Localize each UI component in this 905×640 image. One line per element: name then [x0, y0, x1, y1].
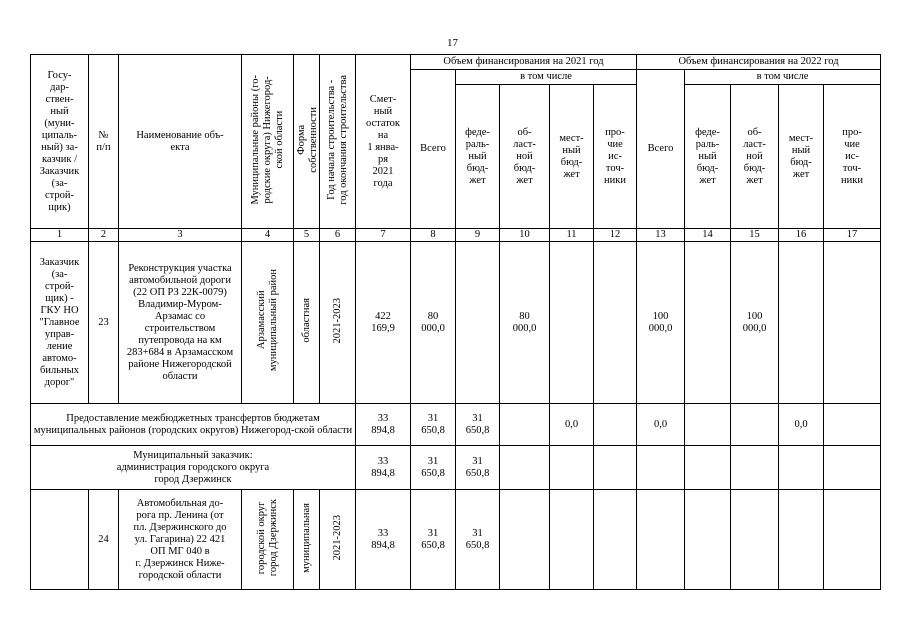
header-other-2022: про- чие ис- точ- ники	[824, 85, 881, 229]
header-municipal-district	[242, 55, 294, 229]
table-row-transfers	[31, 404, 881, 446]
municipal-local-2022	[779, 446, 824, 490]
header-index: № п/п	[89, 55, 119, 229]
column-number: 9	[456, 229, 500, 242]
header-total-2022: Всего	[637, 70, 685, 229]
row23-other-2022	[824, 242, 881, 404]
table-row-municipal-customer	[31, 446, 881, 490]
row23-ownership-text: областная	[300, 298, 312, 343]
row23-total-2021: 80 000,0	[411, 242, 456, 404]
row23-remaining: 422 169,9	[356, 242, 411, 404]
row24-district-text: городской округ город Дзержинск	[255, 498, 279, 577]
row24-local-2022	[779, 490, 824, 590]
column-numbers-row	[31, 229, 881, 242]
column-number: 6	[320, 229, 356, 242]
header-funding-2022: Объем финансирования на 2022 год	[637, 55, 881, 70]
row24-customer	[31, 490, 89, 590]
row24-district	[242, 490, 294, 590]
transfers-other-2021	[594, 404, 637, 446]
column-number: 1	[31, 229, 89, 242]
transfers-total-2022: 0,0	[637, 404, 685, 446]
row23-index: 23	[89, 242, 119, 404]
column-number: 10	[500, 229, 550, 242]
row23-federal-2022	[685, 242, 731, 404]
row24-ownership-text: муниципальная	[300, 502, 312, 573]
column-number: 3	[119, 229, 242, 242]
header-funding-2021: Объем финансирования на 2021 год	[411, 55, 637, 70]
row23-years-text: 2021-2023	[331, 297, 343, 344]
column-number: 2	[89, 229, 119, 242]
row24-federal-2022	[685, 490, 731, 590]
row23-district	[242, 242, 294, 404]
column-number: 11	[550, 229, 594, 242]
municipal-regional-2022	[731, 446, 779, 490]
transfers-total-2021: 31 650,8	[411, 404, 456, 446]
header-total-2021: Всего	[411, 70, 456, 229]
row23-district-text: Арзамасский муниципальный район	[255, 269, 279, 372]
municipal-customer-label: Муниципальный заказчик: администрация городского округа город Дзержинск	[31, 446, 356, 490]
header-local-2021: мест- ный бюд- жет	[550, 85, 594, 229]
header-row	[31, 55, 881, 70]
transfers-local-2022: 0,0	[779, 404, 824, 446]
transfers-federal-2021: 31 650,8	[456, 404, 500, 446]
table-row-23	[31, 242, 881, 404]
header-municipal-district-text: Муниципальные районы (го- родские округа) Нижегород- ской области	[249, 74, 285, 205]
row24-ownership	[294, 490, 320, 590]
row24-federal-2021: 31 650,8	[456, 490, 500, 590]
municipal-federal-2022	[685, 446, 731, 490]
header-local-2022: мест- ный бюд- жет	[779, 85, 824, 229]
transfers-regional-2021	[500, 404, 550, 446]
table-row-24	[31, 490, 881, 590]
row23-other-2021	[594, 242, 637, 404]
municipal-total-2022	[637, 446, 685, 490]
municipal-total-2021: 31 650,8	[411, 446, 456, 490]
row23-customer: Заказчик (за- строй- щик) - ГКУ НО "Главное управ- ление автомо- бильных дорог"	[31, 242, 89, 404]
row24-other-2021	[594, 490, 637, 590]
header-including-2022: в том числе	[685, 70, 881, 85]
header-regional-2021: об- ласт- ной бюд- жет	[500, 85, 550, 229]
row23-object-name: Реконструкция участка автомобильной дороги (22 ОП РЗ 22К-0079) Владимир-Муром-Арзамас со строительством путепровода на км 283+684 в Арзамасском районе Нижегородской области	[119, 242, 242, 404]
header-object-name: Наименование объ- екта	[119, 55, 242, 229]
municipal-local-2021	[550, 446, 594, 490]
financing-table	[30, 54, 881, 590]
row24-years	[320, 490, 356, 590]
header-other-2021: про- чие ис- точ- ники	[594, 85, 637, 229]
column-number: 17	[824, 229, 881, 242]
row23-local-2022	[779, 242, 824, 404]
column-number: 16	[779, 229, 824, 242]
row24-total-2022	[637, 490, 685, 590]
column-number: 13	[637, 229, 685, 242]
header-federal-2022: феде- раль- ный бюд- жет	[685, 85, 731, 229]
row24-total-2021: 31 650,8	[411, 490, 456, 590]
column-number: 15	[731, 229, 779, 242]
row23-ownership	[294, 242, 320, 404]
column-number: 7	[356, 229, 411, 242]
municipal-federal-2021: 31 650,8	[456, 446, 500, 490]
page-number: 17	[447, 37, 458, 49]
column-number: 8	[411, 229, 456, 242]
transfers-regional-2022	[731, 404, 779, 446]
row24-years-text: 2021-2023	[331, 514, 343, 561]
row23-years	[320, 242, 356, 404]
row23-local-2021	[550, 242, 594, 404]
transfers-other-2022	[824, 404, 881, 446]
column-number: 4	[242, 229, 294, 242]
header-regional-2022: об- ласт- ной бюд- жет	[731, 85, 779, 229]
header-ownership	[294, 55, 320, 229]
header-construction-years-text: Год начала строительства - год окончания строительства	[325, 74, 349, 205]
municipal-other-2021	[594, 446, 637, 490]
column-number: 12	[594, 229, 637, 242]
header-customer: Госу- дар- ствен- ный (муни- ципаль- ный) за- казчик / Заказчик (за- строй- щик)	[31, 55, 89, 229]
header-federal-2021: феде- раль- ный бюд- жет	[456, 85, 500, 229]
municipal-regional-2021	[500, 446, 550, 490]
row23-federal-2021	[456, 242, 500, 404]
row23-regional-2022: 100 000,0	[731, 242, 779, 404]
row24-local-2021	[550, 490, 594, 590]
row23-regional-2021: 80 000,0	[500, 242, 550, 404]
transfers-label: Предоставление межбюджетных трансфертов бюджетам муниципальных районов (городских округов) Нижегород-ской области	[31, 404, 356, 446]
row23-total-2022: 100 000,0	[637, 242, 685, 404]
row24-remaining: 33 894,8	[356, 490, 411, 590]
row24-other-2022	[824, 490, 881, 590]
column-number: 14	[685, 229, 731, 242]
row24-regional-2021	[500, 490, 550, 590]
transfers-remaining: 33 894,8	[356, 404, 411, 446]
row24-regional-2022	[731, 490, 779, 590]
row24-index: 24	[89, 490, 119, 590]
row24-object-name: Автомобильная до- рога пр. Ленина (от пл. Дзержинского до ул. Гагарина) 22 421 ОП МГ 040 в г. Дзержинск Ниже- городской области	[119, 490, 242, 590]
transfers-federal-2022	[685, 404, 731, 446]
header-ownership-text: Форма собственности	[296, 106, 319, 173]
header-including-2021: в том числе	[456, 70, 637, 85]
header-remaining-estimate: Смет- ный остаток на 1 янва- ря 2021 года	[356, 55, 411, 229]
transfers-local-2021: 0,0	[550, 404, 594, 446]
column-number: 5	[294, 229, 320, 242]
header-construction-years	[320, 55, 356, 229]
municipal-remaining: 33 894,8	[356, 446, 411, 490]
municipal-other-2022	[824, 446, 881, 490]
